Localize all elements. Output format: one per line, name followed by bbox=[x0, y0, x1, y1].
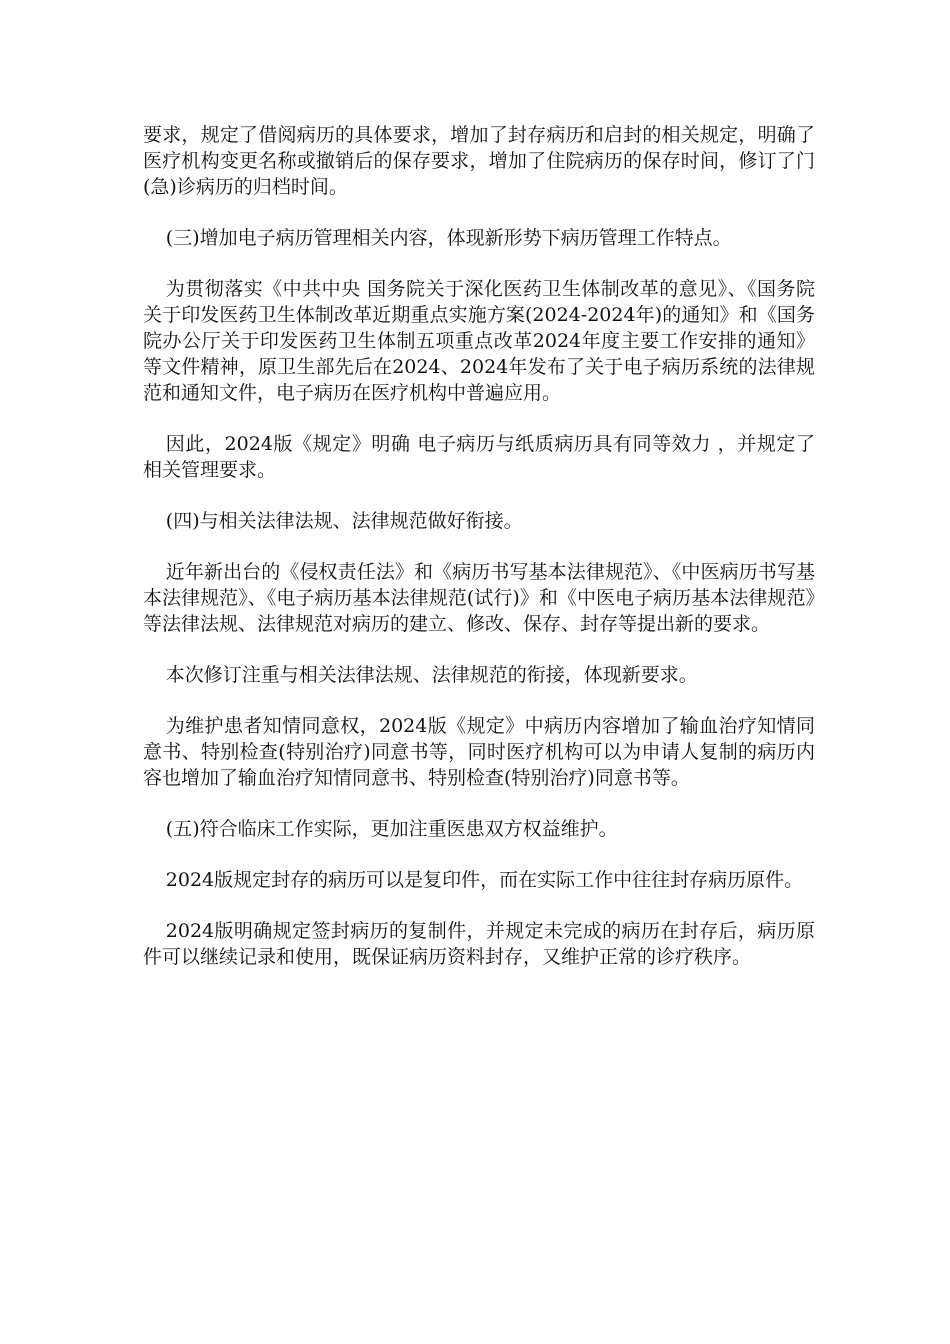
paragraph-11: 2024版明确规定签封病历的复制件，并规定未完成的病历在封存后，病历原件可以继续记录和使用，既保证病历资料封存，又维护正常的诊疗秩序。 bbox=[143, 920, 815, 968]
paragraph-1: 要求，规定了借阅病历的具体要求，增加了封存病历和启封的相关规定，明确了医疗机构变更名称或撤销后的保存要求，增加了住院病历的保存时间，修订了门(急)诊病历的归档时间。 bbox=[143, 124, 815, 198]
document-page bbox=[143, 122, 815, 995]
paragraph-5: (四)与相关法律法规、法律规范做好衔接。 bbox=[165, 510, 523, 532]
paragraph-2: (三)增加电子病历管理相关内容，体现新形势下病历管理工作特点。 bbox=[165, 227, 732, 249]
paragraph-10: 2024版规定封存的病历可以是复印件，而在实际工作中往往封存病历原件。 bbox=[165, 869, 804, 891]
paragraph-4: 因此，2024版《规定》明确 电子病历与纸质病历具有同等效力 ，并规定了相关管理要求。 bbox=[143, 433, 815, 481]
paragraph-7: 本次修订注重与相关法律法规、法律规范的衔接，体现新要求。 bbox=[165, 664, 698, 686]
paragraph-8: 为维护患者知情同意权，2024版《规定》中病历内容增加了输血治疗知情同意书、特别检查(特别治疗)同意书等，同时医疗机构可以为申请人复制的病历内容也增加了输血治疗知情同意书、特别检查(特别治疗)同意书等。 bbox=[143, 715, 815, 789]
paragraph-3: 为贯彻落实《中共中央 国务院关于深化医药卫生体制改革的意见》、《国务院关于印发医药卫生体制改革近期重点实施方案(2024-2024年)的通知》和《国务院办公厅关于印发医药卫生体制五项重点改革2024年度主要工作安排的通知》等文件精神，原卫生部先后在2024、2024年发布了关于电子病历系统的法律规范和通知文件，电子病历在医疗机构中普遍应用。 bbox=[143, 278, 815, 404]
paragraph-6: 近年新出台的《侵权责任法》和《病历书写基本法律规范》、《中医病历书写基本法律规范》、《电子病历基本法律规范(试行)》和《中医电子病历基本法律规范》等法律法规、法律规范对病历的建立、修改、保存、封存等提出新的要求。 bbox=[143, 561, 815, 635]
paragraph-9: (五)符合临床工作实际，更加注重医患双方权益维护。 bbox=[165, 818, 618, 840]
